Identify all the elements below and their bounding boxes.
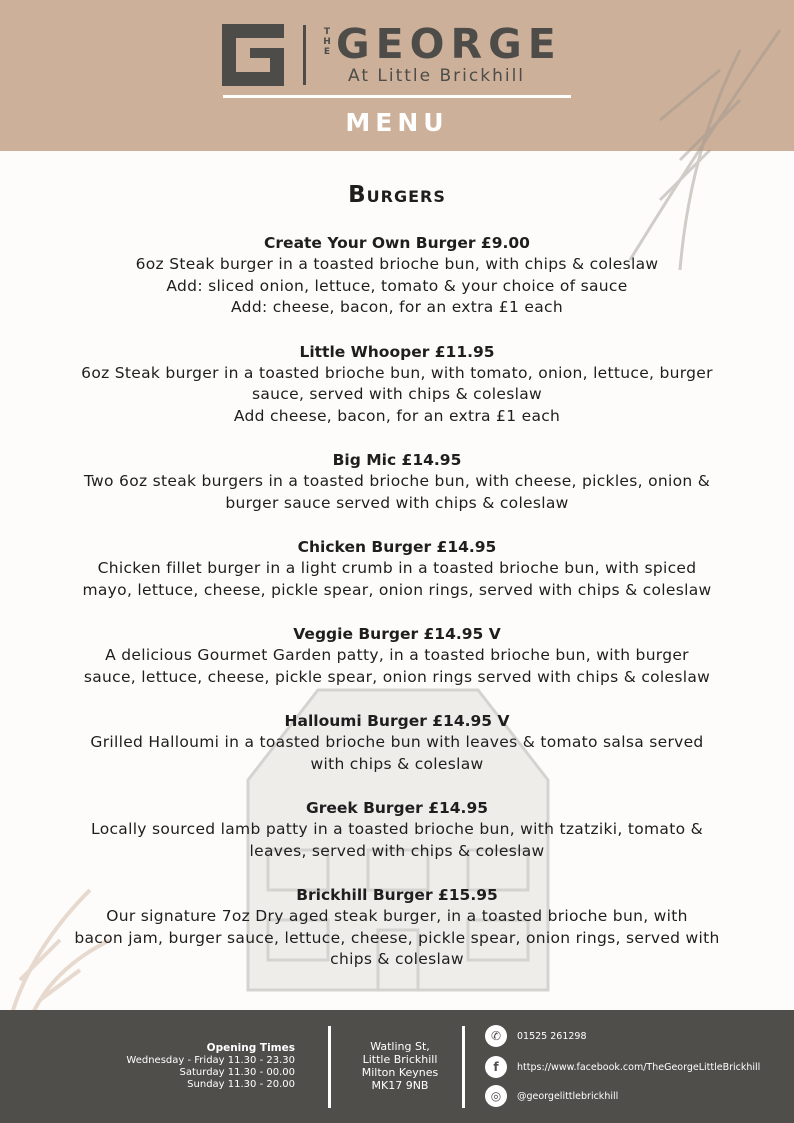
facebook-icon: f bbox=[485, 1056, 507, 1078]
menu-item-title: Greek Burger £14.95 bbox=[305, 799, 489, 817]
menu-item-description: 6oz Steak burger in a toasted brioche bun, with chips & coleslaw bbox=[135, 255, 659, 273]
logo-the: THE bbox=[323, 27, 331, 57]
menu-item bbox=[40, 232, 754, 319]
menu-item-description: Locally sourced lamb patty in a toasted brioche bun, with tzatziki, tomato & bbox=[91, 820, 703, 838]
address-line: Watling St, bbox=[370, 1040, 430, 1053]
address bbox=[345, 1040, 455, 1092]
menu-item bbox=[40, 884, 754, 971]
menu-item bbox=[40, 623, 754, 688]
menu-item-description: bacon jam, burger sauce, lettuce, cheese, pickle spear, onion rings, served with bbox=[74, 928, 720, 947]
address-line: Milton Keynes bbox=[361, 1066, 439, 1079]
instagram-handle: @georgelittlebrickhill bbox=[517, 1090, 619, 1102]
menu-item-description: chips & coleslaw bbox=[330, 950, 464, 968]
menu-item-description: A delicious Gourmet Garden patty, in a toasted brioche bun, with burger bbox=[105, 646, 689, 664]
menu-item-description: 6oz Steak burger in a toasted brioche bun, with tomato, onion, lettuce, burger bbox=[81, 363, 713, 382]
logo-divider bbox=[303, 25, 306, 85]
menu-item-description: sauce, lettuce, cheese, pickle spear, onion rings served with chips & coleslaw bbox=[83, 667, 711, 686]
menu-item-title: Big Mic £14.95 bbox=[332, 451, 462, 469]
opening-times bbox=[126, 1042, 295, 1091]
menu-item-description: burger sauce served with chips & coleslaw bbox=[225, 493, 569, 512]
section-title: Burgers bbox=[348, 182, 446, 208]
footer-divider bbox=[462, 1026, 465, 1108]
facebook-link[interactable] bbox=[485, 1056, 760, 1078]
menu-item-title: Brickhill Burger £15.95 bbox=[296, 886, 498, 904]
menu-item-description: Two 6oz steak burgers in a toasted brioche bun, with cheese, pickles, onion & bbox=[83, 472, 711, 490]
address-line: MK17 9NB bbox=[371, 1079, 429, 1092]
logo-g-icon bbox=[222, 24, 284, 86]
menu-item bbox=[40, 449, 754, 514]
phone-number: 01525 261298 bbox=[517, 1030, 587, 1042]
menu-content bbox=[40, 178, 754, 993]
menu-item-description: with chips & coleslaw bbox=[310, 754, 484, 773]
menu-item bbox=[40, 341, 754, 428]
menu-item bbox=[40, 536, 754, 601]
menu-item-description: Add: cheese, bacon, for an extra £1 each bbox=[231, 298, 563, 316]
menu-item-description: Chicken fillet burger in a light crumb in a toasted brioche bun, with spiced bbox=[97, 559, 697, 577]
footer-divider bbox=[328, 1026, 331, 1108]
hours-line: Saturday 11.30 - 00.00 bbox=[179, 1067, 295, 1078]
hours-line: Wednesday - Friday 11.30 - 23.30 bbox=[126, 1055, 295, 1066]
menu-item-title: Veggie Burger £14.95 V bbox=[293, 625, 501, 643]
facebook-url: https://www.facebook.com/TheGeorgeLittleBrickhill bbox=[517, 1061, 761, 1073]
menu-item bbox=[40, 797, 754, 862]
menu-item-title: Create Your Own Burger £9.00 bbox=[264, 234, 530, 252]
menu-item-description: Add cheese, bacon, for an extra £1 each bbox=[233, 406, 561, 425]
menu-item-description: Our signature 7oz Dry aged steak burger, in a toasted brioche bun, with bbox=[106, 907, 688, 925]
menu-item-description: sauce, served with chips & coleslaw bbox=[252, 385, 542, 403]
phone-contact[interactable] bbox=[485, 1025, 587, 1047]
footer bbox=[0, 1010, 794, 1123]
menu-item-description: Grilled Halloumi in a toasted brioche bun with leaves & tomato salsa served bbox=[90, 733, 704, 751]
menu-item-description: Add: sliced onion, lettuce, tomato & your choice of sauce bbox=[166, 276, 628, 295]
phone-icon: ✆ bbox=[485, 1025, 507, 1047]
logo-brand: GEORGE bbox=[336, 20, 562, 68]
logo-subtitle: At Little Brickhill bbox=[348, 66, 526, 86]
header-rule bbox=[223, 95, 571, 98]
menu-item-description: leaves, served with chips & coleslaw bbox=[249, 841, 545, 860]
menu-item bbox=[40, 710, 754, 775]
menu-item-title: Little Whooper £11.95 bbox=[299, 342, 495, 361]
address-line: Little Brickhill bbox=[362, 1053, 438, 1066]
opening-times-title: Opening Times bbox=[206, 1042, 295, 1054]
menu-item-title: Halloumi Burger £14.95 V bbox=[284, 712, 510, 730]
instagram-icon: ◎ bbox=[485, 1085, 507, 1107]
menu-item-description: mayo, lettuce, cheese, pickle spear, onion rings, served with chips & coleslaw bbox=[82, 580, 712, 599]
menu-title: MENU bbox=[345, 108, 449, 137]
menu-item-title: Chicken Burger £14.95 bbox=[297, 538, 497, 556]
instagram-link[interactable] bbox=[485, 1085, 618, 1107]
hours-line: Sunday 11.30 - 20.00 bbox=[187, 1079, 295, 1090]
